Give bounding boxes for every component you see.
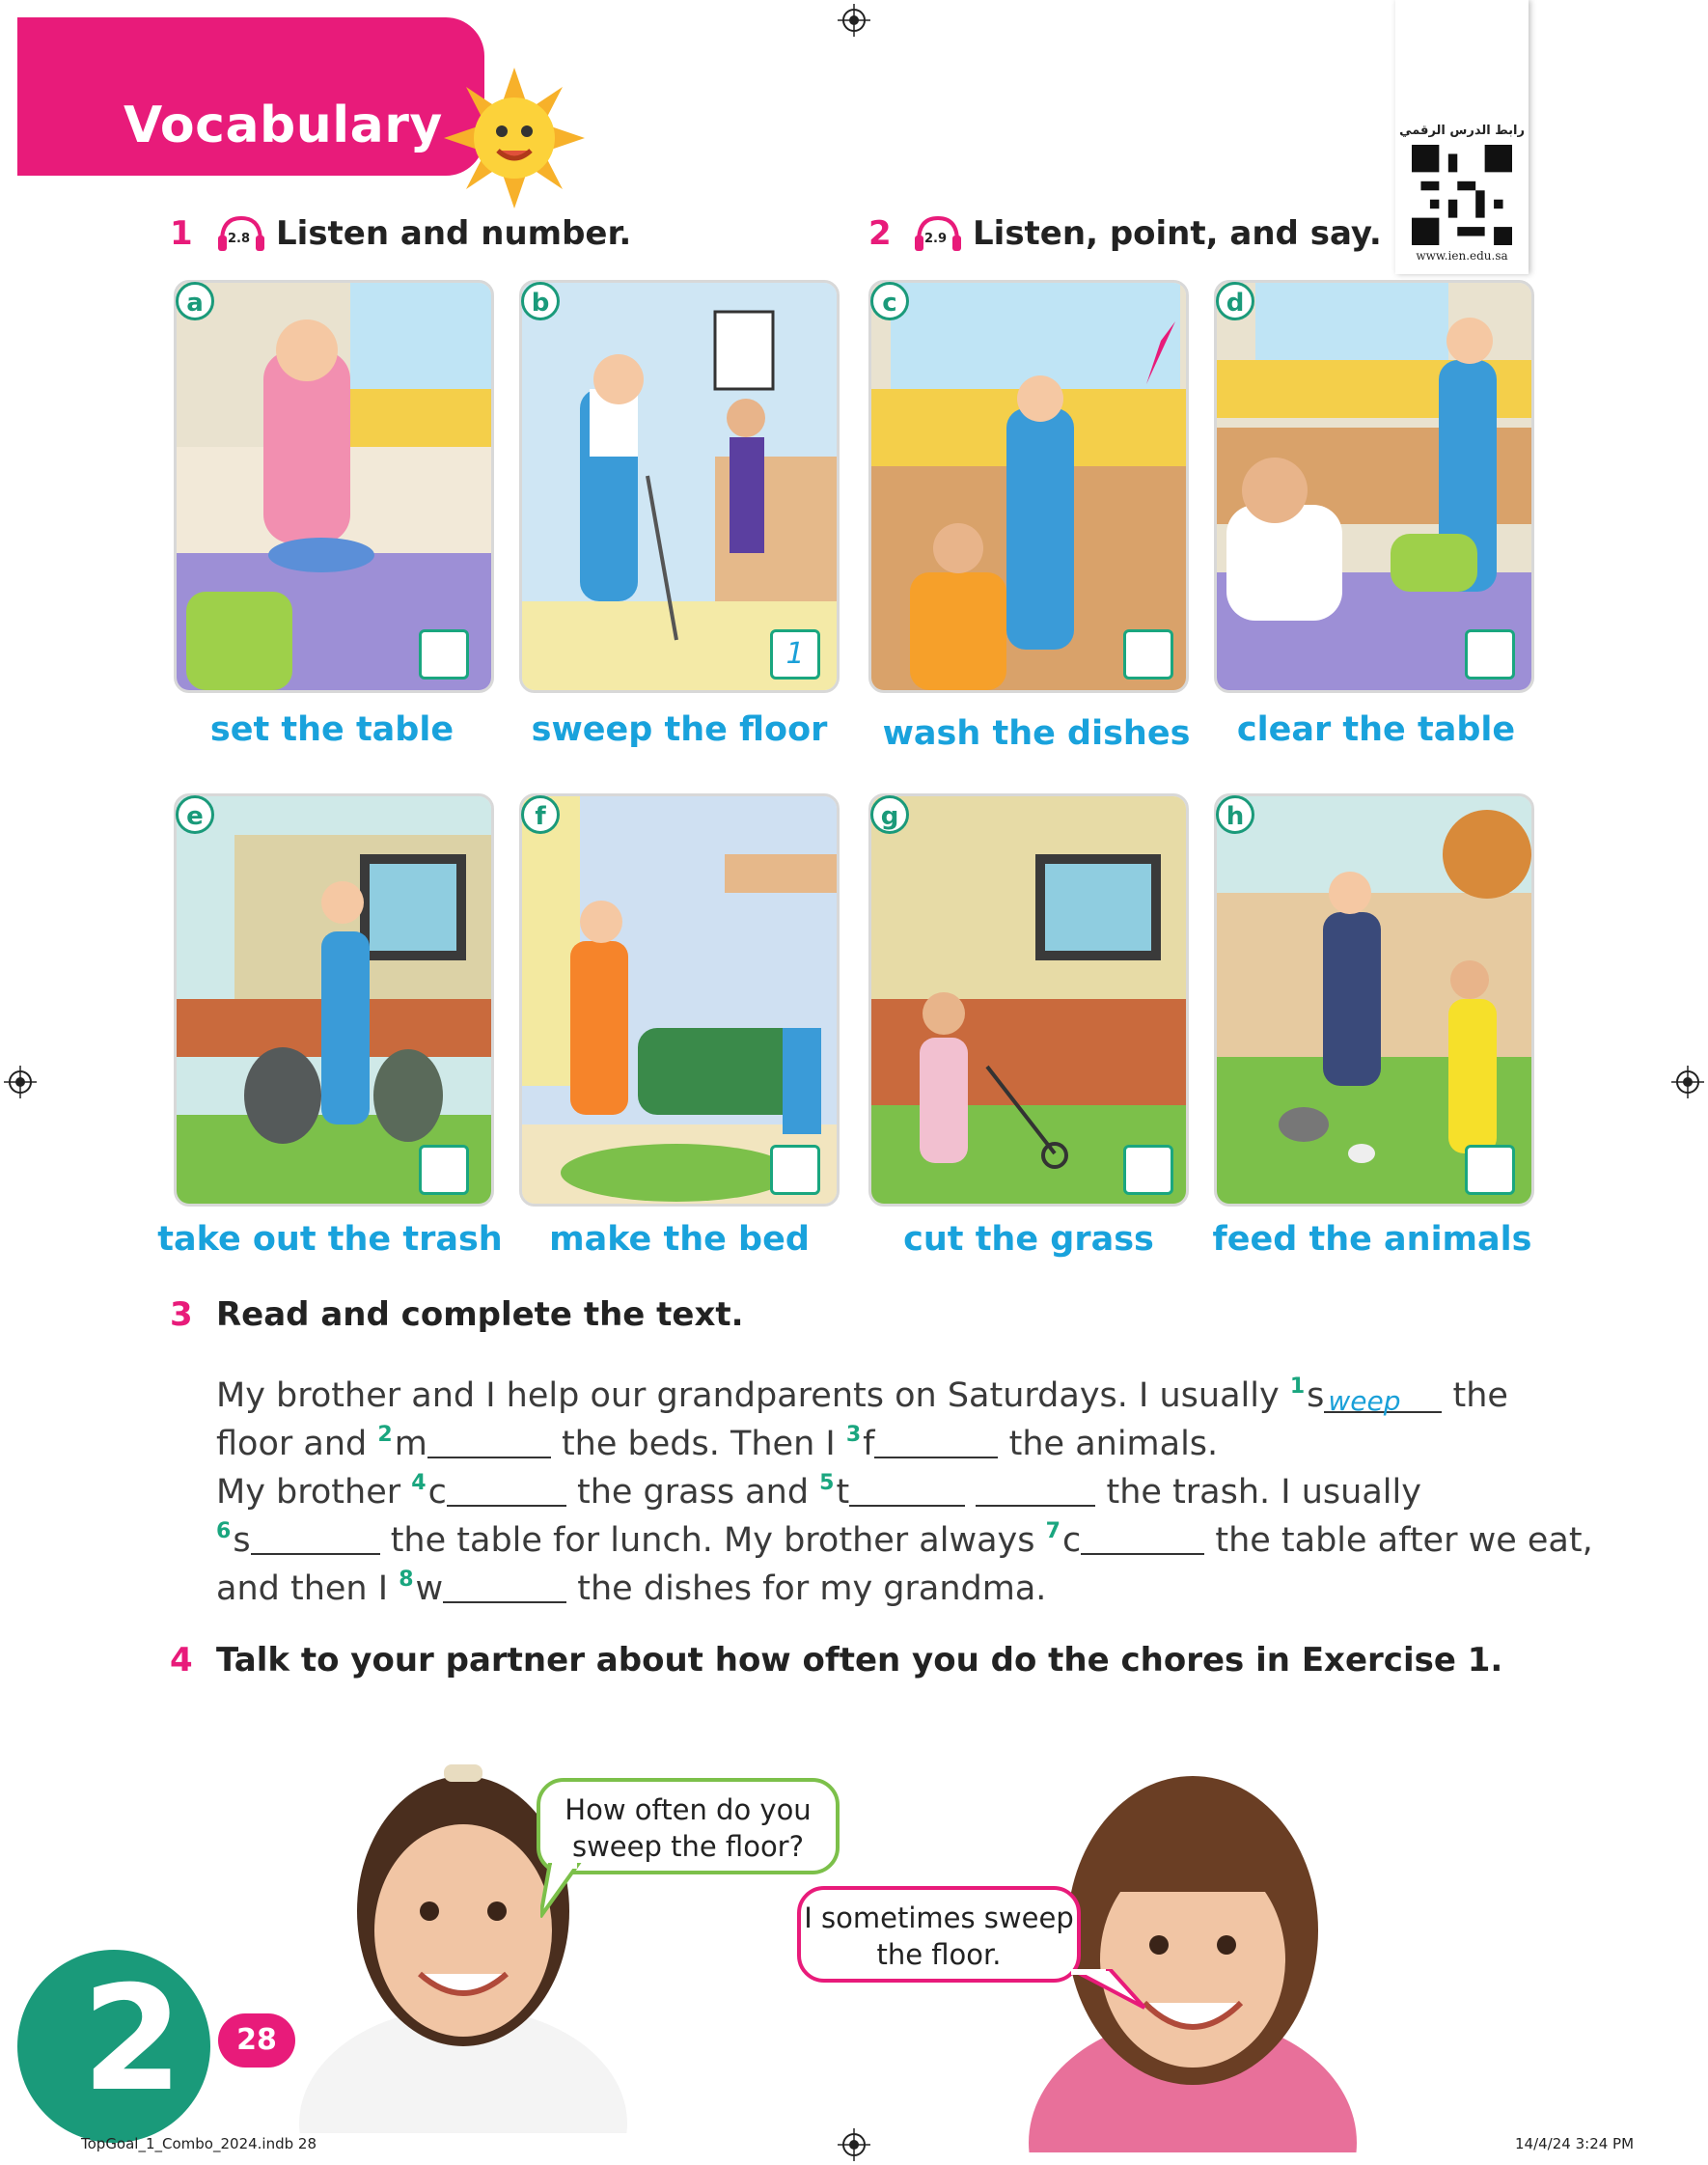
exercise4-instruction: Talk to your partner about how often you do the chores in Exercise 1. [216, 1641, 1503, 1679]
card-letter-a: a [176, 282, 214, 320]
blank-letter: w [415, 1569, 444, 1608]
blank-number: 8 [399, 1568, 414, 1592]
card-letter-d: d [1216, 282, 1254, 320]
bubble-tail [540, 1863, 598, 1921]
blank-number: 4 [411, 1471, 427, 1495]
answer-box-c[interactable] [1123, 629, 1173, 680]
text-segment: the [1452, 1376, 1508, 1415]
text-segment: the trash. I usually [1106, 1473, 1421, 1512]
blank-5b[interactable] [976, 1474, 1095, 1507]
sun-mascot-icon [442, 66, 587, 210]
blank-letter: c [427, 1473, 447, 1512]
exercise4-number: 4 [170, 1641, 193, 1679]
caption-feed-animals: feed the animals [1212, 1220, 1532, 1259]
text-segment: the table after we eat, [1215, 1521, 1593, 1560]
blank-7[interactable] [1081, 1522, 1204, 1555]
caption-cut-grass: cut the grass [903, 1220, 1154, 1259]
caption-clear-table: clear the table [1236, 710, 1516, 749]
blank-letter: s [233, 1521, 251, 1560]
qr-label: رابط الدرس الرقمي [1399, 124, 1525, 138]
question-bubble [537, 1778, 840, 1874]
exercise3-instruction: Read and complete the text. [216, 1295, 744, 1334]
card-letter-f: f [521, 795, 560, 834]
exercise3-number: 3 [170, 1295, 193, 1334]
blank-answer: weep [1328, 1385, 1401, 1417]
text-segment: the grass and [576, 1473, 810, 1512]
blank-number: 7 [1045, 1519, 1061, 1543]
paragraph-line-1 [216, 1374, 1508, 1415]
caption-make-bed: make the bed [549, 1220, 810, 1259]
answer-box-f[interactable] [770, 1145, 820, 1195]
blank-2[interactable] [427, 1426, 551, 1458]
registration-mark-top [838, 4, 870, 37]
blank-3[interactable] [874, 1426, 998, 1458]
audio-track-1: 2.8 [228, 232, 251, 246]
card-letter-b: b [521, 282, 560, 320]
answer-box-e[interactable] [419, 1145, 469, 1195]
blank-letter: s [1307, 1376, 1325, 1415]
registration-mark-right [1671, 1066, 1704, 1098]
answer-box-a[interactable] [419, 629, 469, 680]
qr-code-icon[interactable] [1409, 145, 1515, 245]
answer-box-h[interactable] [1465, 1145, 1515, 1195]
blank-letter: m [394, 1425, 427, 1463]
blank-number: 5 [819, 1471, 835, 1495]
section-title: Vocabulary [124, 97, 443, 154]
bubble-text: sweep the floor? [571, 1830, 804, 1863]
blank-number: 3 [845, 1423, 862, 1447]
caption-wash-dishes: wash the dishes [882, 714, 1191, 753]
text-segment: the animals. [1008, 1425, 1219, 1463]
text-segment: floor and [216, 1425, 368, 1463]
blank-letter: c [1061, 1521, 1082, 1560]
blank-number: 6 [216, 1519, 232, 1543]
card-letter-e: e [176, 795, 214, 834]
exercise2-number: 2 [868, 214, 892, 253]
text-segment: My brother [216, 1473, 401, 1512]
blank-4[interactable] [447, 1474, 566, 1507]
card-letter-g: g [870, 795, 909, 834]
print-slug-right: 14/4/24 3:24 PM [1515, 2135, 1635, 2152]
answer-box-g[interactable] [1123, 1145, 1173, 1195]
answer-box-b[interactable]: 1 [770, 629, 820, 680]
blank-8[interactable] [443, 1570, 566, 1603]
blank-number: 1 [1289, 1374, 1306, 1399]
bubble-text: I sometimes sweep [804, 1901, 1074, 1934]
audio-track-2: 2.9 [924, 232, 948, 246]
registration-mark-left [4, 1066, 37, 1098]
caption-sweep-floor: sweep the floor [531, 710, 828, 749]
text-segment: the beds. Then I [561, 1425, 836, 1463]
registration-mark-bottom [838, 2128, 870, 2161]
text-segment: the dishes for my grandma. [577, 1569, 1047, 1608]
blank-letter: f [863, 1425, 875, 1463]
paragraph-line-2 [216, 1423, 1218, 1463]
text-segment: My brother and I help our grandparents on Saturdays. I usually [216, 1376, 1280, 1415]
paragraph-line-4 [216, 1519, 1593, 1560]
card-letter-c: c [870, 282, 909, 320]
answer-bubble [797, 1886, 1081, 1983]
blank-letter: t [836, 1473, 850, 1512]
exercise1-instruction: Listen and number. [276, 214, 632, 253]
bubble-text: How often do you [565, 1793, 812, 1826]
blank-6[interactable] [251, 1522, 380, 1555]
answer-box-d[interactable] [1465, 629, 1515, 680]
card-letter-h: h [1216, 795, 1254, 834]
paragraph-line-5 [216, 1568, 1046, 1608]
blank-1[interactable] [1324, 1380, 1442, 1417]
caption-take-out-trash: take out the trash [157, 1220, 503, 1259]
print-slug-left: TopGoal_1_Combo_2024.indb 28 [81, 2135, 317, 2152]
blank-5a[interactable] [849, 1474, 965, 1507]
unit-number: 2 [82, 1956, 183, 2123]
qr-panel [1395, 0, 1529, 274]
exercise1-number: 1 [170, 214, 193, 253]
blank-number: 2 [377, 1423, 393, 1447]
bubble-text: the floor. [876, 1938, 1002, 1971]
text-segment: the table for lunch. My brother always [390, 1521, 1035, 1560]
caption-set-table: set the table [209, 710, 455, 749]
exercise2-instruction: Listen, point, and say. [973, 214, 1382, 253]
text-segment: and then I [216, 1569, 389, 1608]
page-number: 28 [218, 2013, 295, 2068]
bubble-tail [1071, 1969, 1148, 2027]
paragraph-line-3 [216, 1471, 1421, 1512]
qr-url: www.ien.edu.sa [1416, 249, 1508, 263]
